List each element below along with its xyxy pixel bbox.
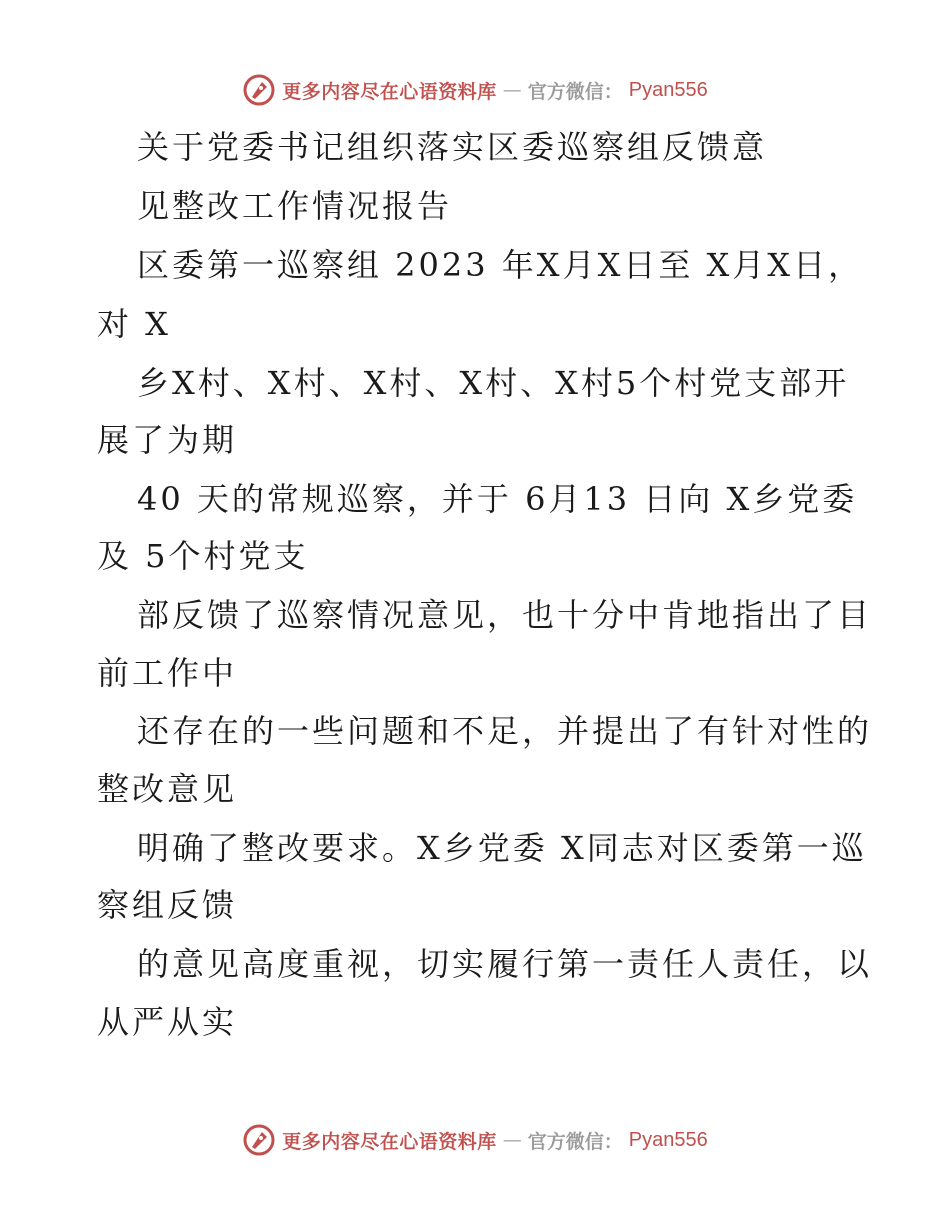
footer-watermark bbox=[0, 1120, 950, 1160]
watermark-separator: — bbox=[502, 79, 522, 101]
paragraph-line: 部反馈了巡察情况意见，也十分中肯地指出了目 bbox=[137, 596, 873, 634]
watermark-official-label: 官方微信： bbox=[527, 1130, 623, 1153]
paragraph-line: 整改意见 bbox=[97, 770, 238, 808]
watermark-separator: — bbox=[502, 1129, 522, 1151]
paragraph-line: 展了为期 bbox=[97, 421, 238, 459]
pen-nib-circle-icon bbox=[242, 1123, 276, 1157]
paragraph-line: 的意见高度重视，切实履行第一责任人责任，以 bbox=[137, 945, 873, 983]
paragraph-line: 前工作中 bbox=[97, 654, 238, 692]
paragraph-line: 察组反馈 bbox=[97, 886, 238, 924]
pen-nib-circle-icon bbox=[242, 73, 276, 107]
paragraph-line: 还存在的一些问题和不足，并提出了有针对性的 bbox=[137, 712, 873, 750]
document-title-line-2: 见整改工作情况报告 bbox=[137, 187, 453, 225]
watermark-brand: 更多内容尽在心语资料库 bbox=[282, 80, 497, 103]
paragraph-line: 40 天的常规巡察，并于 6月13 日向 X乡党委 bbox=[137, 480, 858, 518]
paragraph-line: 及 5个村党支 bbox=[97, 537, 309, 575]
paragraph-line: 对 X bbox=[97, 305, 171, 343]
paragraph-line: 乡X村、X村、X村、X村、X村5个村党支部开 bbox=[137, 364, 850, 402]
watermark-wechat-id: Pyan556 bbox=[628, 1128, 708, 1151]
paragraph-line: 从严从实 bbox=[97, 1003, 238, 1041]
paragraph-line: 明确了整改要求。X乡党委 X同志对区委第一巡 bbox=[137, 829, 867, 867]
watermark-brand: 更多内容尽在心语资料库 bbox=[282, 1130, 497, 1153]
header-watermark bbox=[0, 70, 950, 110]
watermark-official-label: 官方微信： bbox=[527, 80, 623, 103]
document-title-line-1: 关于党委书记组织落实区委巡察组反馈意 bbox=[137, 128, 768, 166]
paragraph-line: 区委第一巡察组 2023 年X月X日至 X月X日， bbox=[137, 246, 864, 284]
watermark-wechat-id: Pyan556 bbox=[628, 78, 708, 101]
